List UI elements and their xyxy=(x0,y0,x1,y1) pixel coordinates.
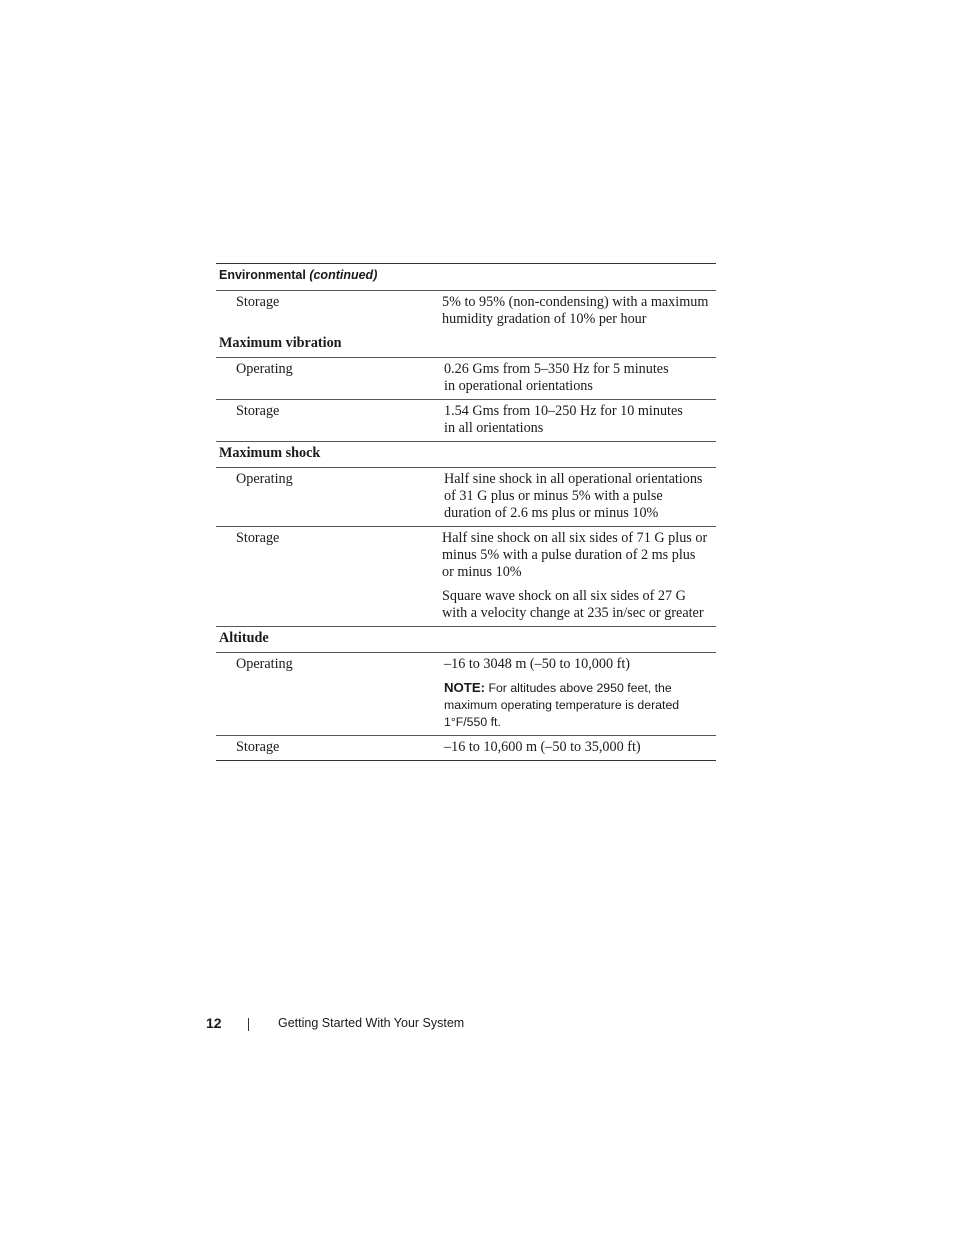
footer-title: Getting Started With Your System xyxy=(278,1016,465,1030)
table-title xyxy=(216,264,377,290)
value-text: Square wave shock on all six sides of 27 G with a velocity change at 235 in/sec or greater xyxy=(442,588,704,621)
category-label: Maximum shock xyxy=(219,445,321,461)
row-value xyxy=(442,291,716,332)
category-row xyxy=(216,626,716,652)
table-row xyxy=(216,526,716,626)
value-text: in all orientations xyxy=(444,420,544,436)
row-label: Storage xyxy=(236,403,280,419)
row-label: Storage xyxy=(236,530,280,546)
note-text: For altitudes above 2950 feet, the maximum operating temperature is derated 1°F/550 ft. xyxy=(444,681,680,729)
row-label: Storage xyxy=(236,294,280,310)
row-value xyxy=(444,468,716,526)
row-label: Operating xyxy=(236,656,293,672)
table-row xyxy=(216,357,716,399)
table-row xyxy=(216,467,716,526)
row-label: Operating xyxy=(236,471,293,487)
row-value xyxy=(444,653,716,735)
value-text: 1.54 Gms from 10–250 Hz for 10 minutes xyxy=(444,403,683,419)
row-value xyxy=(444,736,716,760)
table-title-continued: (continued) xyxy=(309,268,378,282)
row-label: Storage xyxy=(236,739,280,755)
category-label: Altitude xyxy=(219,630,269,646)
note-label: NOTE: xyxy=(444,680,486,695)
table-row xyxy=(216,290,716,332)
row-label: Operating xyxy=(236,361,293,377)
category-row xyxy=(216,332,716,357)
value-text: –16 to 3048 m (–50 to 10,000 ft) xyxy=(444,656,631,672)
value-text: 5% to 95% (non-condensing) with a maximum humidity gradation of 10% per hour xyxy=(442,294,709,327)
row-value xyxy=(444,400,716,441)
category-row xyxy=(216,441,716,467)
table-header-row xyxy=(216,264,716,290)
footer-divider xyxy=(248,1018,249,1031)
table-title-text: Environmental xyxy=(219,268,306,282)
value-text: in operational orientations xyxy=(444,378,593,394)
environmental-spec-table xyxy=(216,263,716,761)
note xyxy=(444,679,694,731)
table-row xyxy=(216,735,716,760)
value-text: –16 to 10,600 m (–50 to 35,000 ft) xyxy=(444,739,641,755)
page-number: 12 xyxy=(206,1015,222,1031)
table-row xyxy=(216,652,716,735)
value-text: Half sine shock on all six sides of 71 G plus or minus 5% with a pulse duration of 2 ms plus or minus 10% xyxy=(442,530,708,580)
value-text: 0.26 Gms from 5–350 Hz for 5 minutes xyxy=(444,361,669,377)
row-value xyxy=(444,358,716,399)
row-value xyxy=(442,527,716,626)
category-label: Maximum vibration xyxy=(219,335,342,351)
table-row xyxy=(216,399,716,441)
value-text: Half sine shock in all operational orientations of 31 G plus or minus 5% with a pulse duration of 2.6 ms plus or minus 10% xyxy=(444,471,703,521)
